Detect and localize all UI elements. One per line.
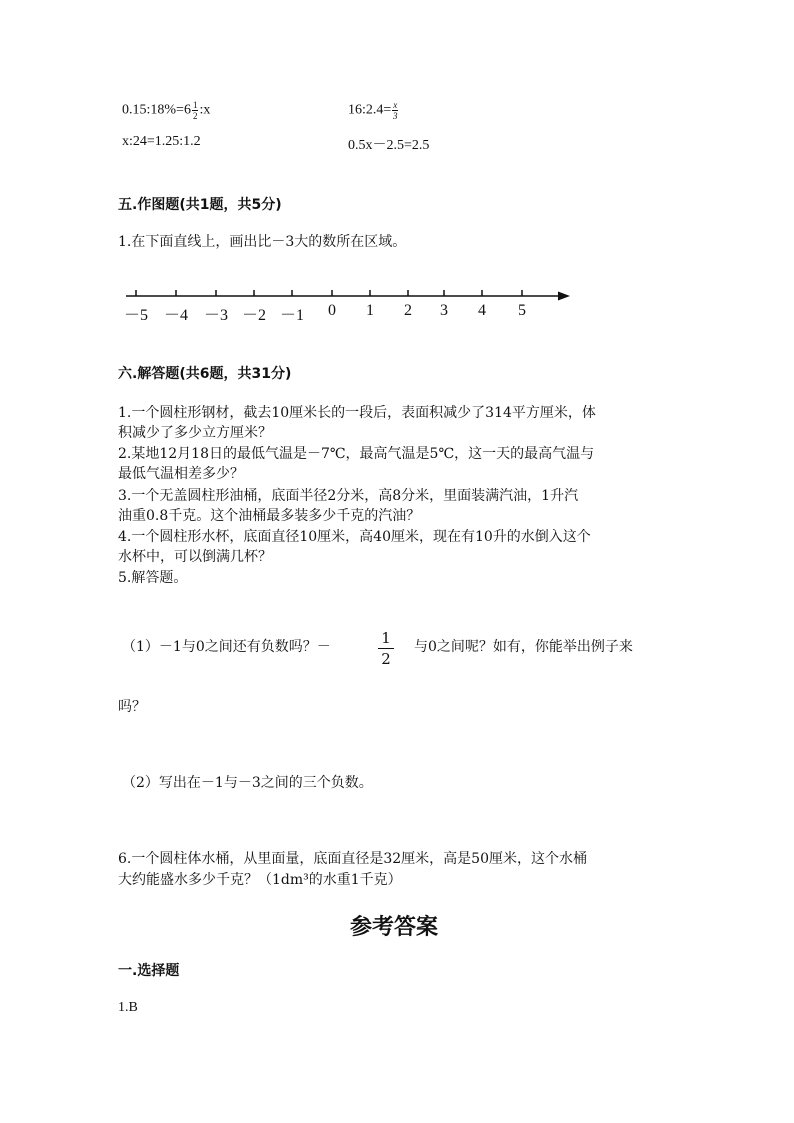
section6-q6-line2: 大约能盛水多少千克？（1dm³的水重1千克）: [118, 872, 402, 888]
equation-text: 16:2.4=: [348, 102, 392, 118]
section6-q5-part1-prefix: （1）－1与0之间还有负数吗？－: [122, 639, 331, 655]
section6-q4-line2: 水杯中，可以倒满几杯？: [118, 549, 272, 565]
fraction-numerator: 1: [378, 628, 394, 649]
section6-q1-line2: 积减少了多少立方厘米？: [118, 425, 272, 441]
number-line-label: 4: [478, 302, 486, 319]
section6-q3-line1: 3.一个无盖圆柱形油桶，底面半径2分米，高8分米，里面装满汽油，1升汽: [118, 488, 579, 504]
number-line-label: －2: [241, 307, 266, 324]
equation-row1-left: [122, 100, 210, 121]
number-line-label: 2: [404, 302, 412, 319]
equation-row2-right: 0.5x－2.5=2.5: [348, 138, 430, 153]
fraction-numerator: x: [393, 100, 398, 110]
answer-1: 1.B: [118, 1000, 138, 1015]
section6-heading: 六.解答题(共6题，共31分): [118, 366, 292, 382]
number-line-label: 1: [366, 302, 374, 319]
fraction: [192, 100, 199, 121]
number-line-label: 3: [440, 302, 448, 319]
number-line-label: 0: [328, 302, 336, 319]
section5-question1: 1.在下面直线上，画出比－3大的数所在区域。: [118, 234, 407, 250]
number-line-label: 5: [518, 302, 526, 319]
number-line-label: －4: [163, 307, 188, 324]
section5-heading: 五.作图题(共1题，共5分): [118, 197, 282, 213]
fraction-numerator: 1: [192, 100, 198, 110]
number-line-label: －1: [279, 307, 304, 324]
equation-row2-left: x:24=1.25:1.2: [122, 134, 201, 149]
section6-q5-part1-line2: 吗？: [118, 699, 146, 715]
arrow-right-icon: [558, 292, 570, 301]
section6-q2-line1: 2.某地12月18日的最低气温是－7℃，最高气温是5℃，这一天的最高气温与: [118, 446, 595, 462]
section6-q5: 5.解答题。: [118, 570, 188, 586]
answers-section1-heading: 一.选择题: [118, 963, 180, 979]
section6-q6-line1: 6.一个圆柱体水桶，从里面量，底面直径是32厘米，高是50厘米，这个水桶: [118, 851, 587, 867]
section6-q4-line1: 4.一个圆柱形水杯，底面直径10厘米，高40厘米，现在有10升的水倒入这个: [118, 529, 591, 545]
number-line-label: －5: [123, 307, 148, 324]
section6-q5-part2: （2）写出在－1与－3之间的三个负数。: [122, 775, 373, 791]
section6-q1-line1: 1.一个圆柱形钢材，截去10厘米长的一段后，表面积减少了314平方厘米，体: [118, 405, 596, 421]
equation-text: :x: [199, 102, 211, 118]
fraction-denominator: 3: [393, 111, 398, 121]
equation-text: 0.15:18%=6: [122, 102, 191, 118]
equation-row1-right: [348, 100, 399, 121]
section6-q2-line2: 最低气温相差多少？: [118, 466, 244, 482]
answers-title: 参考答案: [350, 915, 439, 940]
section6-q3-line2: 油重0.8千克。这个油桶最多装多少千克的汽油？: [118, 508, 421, 524]
fraction: [378, 628, 394, 669]
number-line-label: －3: [203, 307, 228, 324]
fraction-denominator: 2: [192, 111, 198, 121]
fraction-denominator: 2: [381, 650, 391, 668]
section6-q5-part1-suffix: 与0之间呢？如有，你能举出例子来: [414, 639, 633, 655]
fraction: [392, 100, 398, 121]
